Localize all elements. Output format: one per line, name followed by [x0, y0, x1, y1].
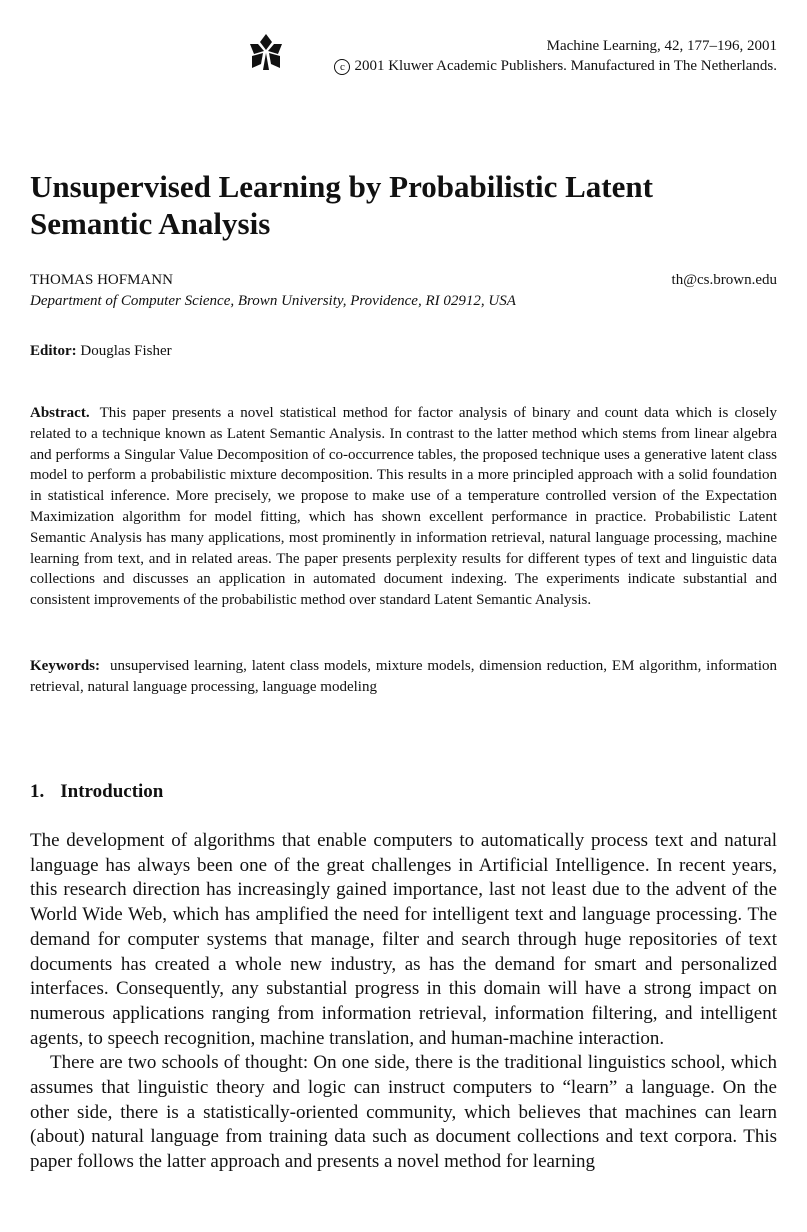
abstract-label: Abstract. — [30, 405, 90, 421]
paper-title: Unsupervised Learning by Probabilistic Latent Semantic Analysis — [30, 169, 653, 241]
section-number: 1. — [30, 781, 45, 802]
author-name: THOMAS HOFMANN — [30, 272, 173, 288]
journal-header — [30, 32, 777, 76]
keywords — [30, 656, 777, 698]
author-email: th@cs.brown.edu — [671, 272, 777, 288]
editor-line — [30, 341, 172, 361]
editor-name: Douglas Fisher — [80, 343, 172, 359]
section-heading — [30, 780, 163, 804]
author-affiliation: Department of Computer Science, Brown University, Providence, RI 02912, USA — [30, 293, 516, 309]
abstract — [30, 403, 777, 611]
copyright-symbol: c — [334, 59, 350, 75]
paragraph: The development of algorithms that enable computers to automatically process text and natural language has always been one of the great challenges in Artificial Intelligence. In recent years, this research direction has increasingly gained importance, last not least due to the advent of the World Wide Web, which has amplified the need for intelligent text and language processing. The demand for computer systems that manage, filter and search through huge repositories of text documents has created a whole new industry, as has the demand for smart and personalized interfaces. Consequently, any substantial progress in this domain will have a strong impact on numerous applications ranging from information retrieval, information filtering, and intelligent agents, to speech recognition, machine translation, and human-machine interaction. — [30, 830, 777, 1049]
copyright-text: 2001 Kluwer Academic Publishers. Manufactured in The Netherlands. — [354, 58, 777, 74]
author-row — [30, 270, 777, 290]
keywords-label: Keywords: — [30, 658, 100, 674]
section-body — [30, 829, 777, 1175]
journal-line: Machine Learning, 42, 177–196, 2001 — [546, 38, 777, 54]
abstract-text: This paper presents a novel statistical method for factor analysis of binary and count data which is closely related to a technique known as Latent Semantic Analysis. In contrast to the latter method which stems from linear algebra and performs a Singular Value Decomposition of co-occurrence tables, the proposed technique uses a generative latent class model to perform a probabilistic mixture decomposition. This results in a more principled approach with a solid foundation in statistical inference. More precisely, we propose to make use of a temperature controlled version of the Expectation Maximization algorithm for model fitting, which has shown excellent performance in practice. Probabilistic Latent Semantic Analysis has many applications, most prominently in information retrieval, natural language processing, machine learning from text, and in related areas. The paper presents perplexity results for different types of text and linguistic data collections and discusses an application in automated document indexing. The experiments indicate substantial and consistent improvements of the probabilistic method over standard Latent Semantic Analysis. — [30, 405, 777, 609]
paragraph: There are two schools of thought: On one side, there is the traditional linguistics school, which assumes that linguistic theory and logic can instruct computers to “learn” a language. On the other side, there is a statistically-oriented community, which believes that machines can learn (about) natural language from training data such as document collections and text corpora. This paper follows the latter approach and presents a novel method for learning — [30, 1052, 777, 1173]
editor-label: Editor: — [30, 343, 77, 359]
keywords-text: unsupervised learning, latent class models, mixture models, dimension reduction, EM algorithm, information retrieval, natural language processing, language modeling — [30, 658, 777, 695]
section-title: Introduction — [60, 781, 164, 802]
publisher-logo-icon — [248, 32, 284, 72]
copyright-line — [334, 56, 777, 76]
journal-citation — [334, 36, 777, 76]
